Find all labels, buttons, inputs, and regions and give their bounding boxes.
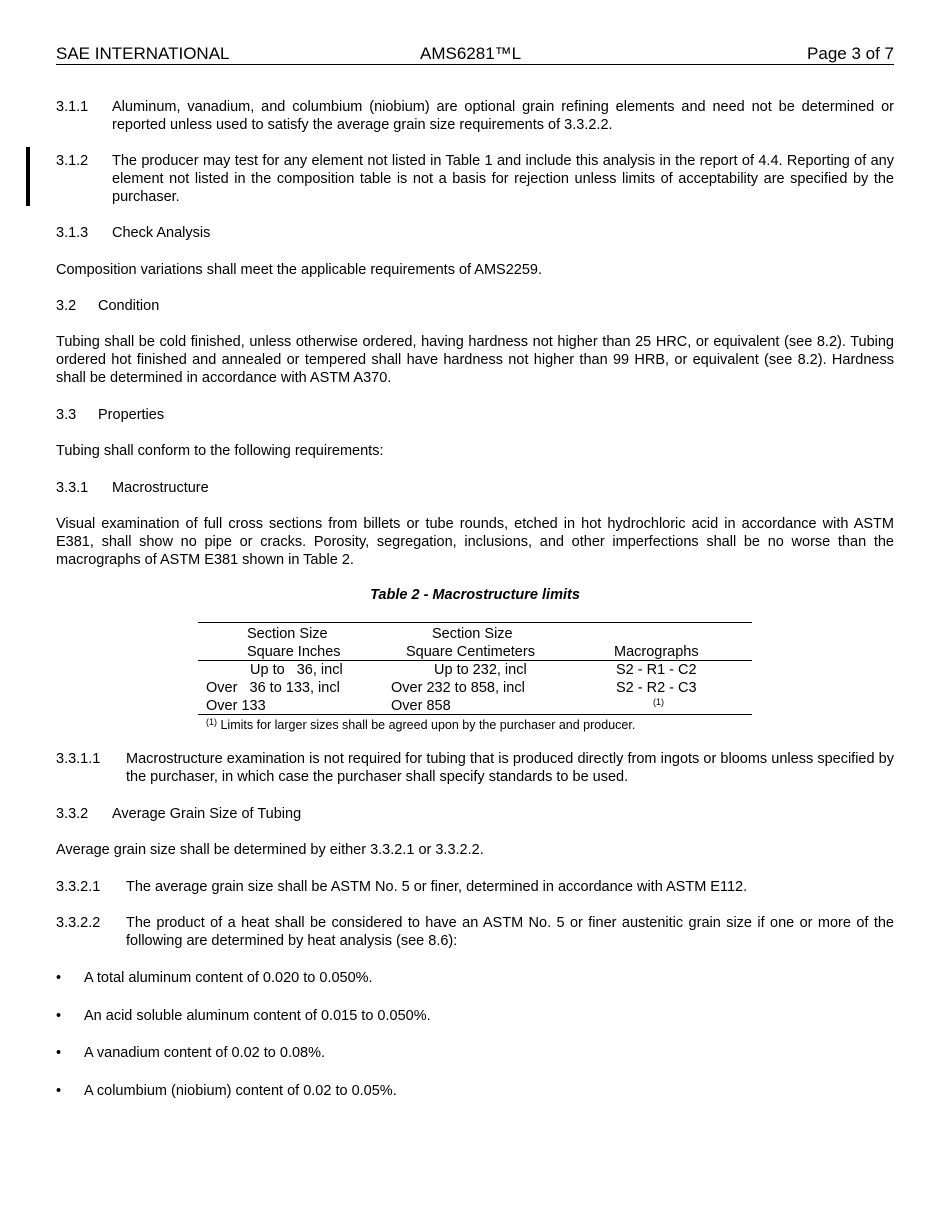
section-title: Condition [98, 298, 160, 314]
section-3-1-1 [56, 98, 894, 134]
section-number: 3.3.2 [56, 806, 89, 822]
section-number: 3.1.1 [56, 99, 89, 115]
revision-change-bar [26, 147, 30, 206]
section-text: The producer may test for any element not listed in Table 1 and include this analysis in the report of 4.4. Reporting of any element not listed in the composition table is not a basis for rejection unless limits of acceptability are specified by the purchaser. [112, 153, 894, 205]
table-cell-macro: S2 - R2 - C3 [616, 680, 697, 696]
section-text: The product of a heat shall be considered to have an ASTM No. 5 or finer austenitic grain size if one or more of the following are determined by heat analysis (see 8.6): [126, 915, 894, 949]
section-text: The average grain size shall be ASTM No. 5 or finer, determined in accordance with ASTM E112. [126, 879, 748, 895]
section-3-3-1 [56, 479, 894, 497]
list-item [56, 1082, 894, 1100]
bullet-icon: • [56, 970, 62, 986]
paragraph-check-analysis: Composition variations shall meet the applicable requirements of AMS2259. [56, 262, 543, 278]
header-org: SAE INTERNATIONAL [56, 44, 230, 63]
section-title: Properties [98, 407, 165, 423]
section-text: Macrostructure examination is not required for tubing that is produced directly from ingots or blooms unless specified by the purchaser, in which case the purchaser shall specify standards to be used. [126, 751, 894, 785]
section-title: Average Grain Size of Tubing [112, 806, 302, 822]
list-item-text: A total aluminum content of 0.020 to 0.050%. [84, 970, 373, 986]
header-col2-line2: Square Centimeters [406, 644, 535, 660]
bullet-icon: • [56, 1045, 62, 1061]
section-number: 3.1.2 [56, 153, 89, 169]
section-3-3 [56, 406, 894, 424]
table-cell-macro-footnote-ref: (1) [653, 697, 664, 707]
section-title: Macrostructure [112, 480, 209, 496]
section-text: Aluminum, vanadium, and columbium (niobium) are optional grain refining elements and need not be determined or reported unless used to satisfy the average grain size requirements of 3.3.2.2. [112, 99, 894, 133]
footnote-text: Limits for larger sizes shall be agreed upon by the purchaser and producer. [220, 718, 636, 732]
bullet-icon: • [56, 1083, 62, 1099]
section-number: 3.3.1.1 [56, 751, 101, 767]
section-number: 3.3.1 [56, 480, 89, 496]
bullet-icon: • [56, 1008, 62, 1024]
list-item-text: An acid soluble aluminum content of 0.015 to 0.050%. [84, 1008, 431, 1024]
section-3-3-2-2 [56, 914, 894, 950]
table-cell-cm: Over 858 [391, 698, 451, 714]
table-caption: Table 2 - Macrostructure limits [370, 587, 580, 603]
section-3-3-1-1 [56, 750, 894, 786]
table-footnote [206, 714, 635, 733]
header-page-number: Page 3 of 7 [807, 44, 894, 63]
list-item [56, 1007, 894, 1025]
page-header [56, 44, 894, 65]
section-3-3-2-1 [56, 878, 894, 896]
list-item [56, 969, 894, 987]
table-cell-cm: Over 232 to 858, incl [391, 680, 525, 696]
table-cell-inches: Up to 36, incl [250, 662, 343, 678]
section-number: 3.3 [56, 407, 77, 423]
section-3-2 [56, 297, 894, 315]
section-number: 3.1.3 [56, 225, 89, 241]
header-doc-number: AMS6281™L [420, 44, 522, 63]
header-col1-line1: Section Size [247, 626, 328, 642]
paragraph-macrostructure: Visual examination of full cross sections from billets or tube rounds, etched in hot hydrochloric acid in accordance with ASTM E381, shall show no pipe or cracks. Porosity, segregation, inclusions, and other imperfections shall be no worse than the macrographs of ASTM E381 shown in Table 2. [56, 516, 894, 568]
table-cell-inches: Over 36 to 133, incl [206, 680, 340, 696]
paragraph-properties: Tubing shall conform to the following requirements: [56, 443, 384, 459]
section-title: Check Analysis [112, 225, 211, 241]
list-item [56, 1044, 894, 1062]
header-col3: Macrographs [614, 644, 699, 660]
section-number: 3.3.2.1 [56, 879, 101, 895]
section-number: 3.3.2.2 [56, 915, 101, 931]
section-number: 3.2 [56, 298, 77, 314]
paragraph-grain-size: Average grain size shall be determined by either 3.3.2.1 or 3.3.2.2. [56, 842, 484, 858]
table-top-rule [198, 622, 752, 623]
list-item-text: A columbium (niobium) content of 0.02 to 0.05%. [84, 1083, 397, 1099]
list-item-text: A vanadium content of 0.02 to 0.08%. [84, 1045, 326, 1061]
section-3-3-2 [56, 805, 894, 823]
table-cell-inches: Over 133 [206, 698, 266, 714]
table-cell-macro: S2 - R1 - C2 [616, 662, 697, 678]
header-col1-line2: Square Inches [247, 644, 341, 660]
table-cell-cm: Up to 232, incl [434, 662, 527, 678]
section-3-1-3 [56, 224, 894, 242]
paragraph-condition: Tubing shall be cold finished, unless otherwise ordered, having hardness not higher than 25 HRC, or equivalent (see 8.2). Tubing ordered hot finished and annealed or tempered shall have hardness not higher than 99 HRB, or equivalent (see 8.2). Hardness shall be determined in accordance with ASTM A370. [56, 334, 894, 386]
footnote-mark: (1) [206, 717, 217, 727]
section-3-1-2 [56, 152, 894, 206]
header-col2-line1: Section Size [432, 626, 513, 642]
